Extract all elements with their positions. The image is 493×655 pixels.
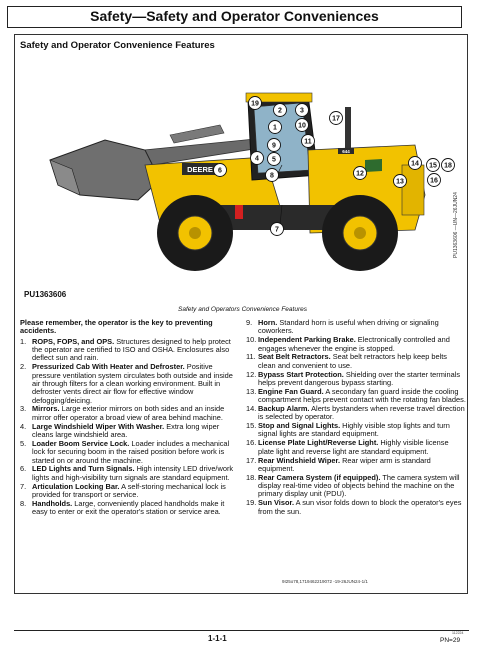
- feature-body: [258, 499, 466, 516]
- boom-service-lock: [235, 205, 243, 219]
- feature-item: [20, 423, 235, 440]
- feature-title: Backup Alarm.: [258, 403, 310, 413]
- feature-description: Alerts bystanders when reverse travel direction is selected by operator.: [258, 403, 465, 422]
- feature-item: [20, 405, 235, 422]
- feature-number: 4.: [20, 421, 27, 431]
- feature-description: A sun visor folds down to block the operator's eyes from the sun.: [258, 498, 462, 516]
- feature-body: [32, 363, 235, 405]
- art-code: PU1363606: [24, 290, 67, 299]
- callout-4: [251, 152, 264, 165]
- pn-code: 112224: [452, 631, 464, 635]
- feature-item: [246, 319, 466, 336]
- footer-rule: [14, 630, 469, 631]
- deere-logo: [365, 159, 382, 172]
- feature-body: [32, 338, 235, 363]
- callout-9: [268, 139, 281, 152]
- wheel-loader-illustration: [20, 55, 465, 300]
- feature-body: [258, 422, 466, 439]
- feature-body: [32, 500, 235, 517]
- svg-text:4: 4: [255, 155, 259, 163]
- right-feature-list: [246, 319, 466, 516]
- feature-description: Highly visible stop lights and turn signal lights are standard equipment.: [258, 421, 450, 439]
- right-column: [246, 319, 466, 516]
- feature-description: Positive pressure ventilation system circulates both outside and inside air through filters for a clean working environment. Built in defroster vents direct air flow for effective window defogging/deicing.: [32, 362, 233, 405]
- svg-text:9: 9: [272, 142, 276, 150]
- svg-text:15: 15: [429, 162, 437, 170]
- intro-text: Please remember, the operator is the key to preventing accidents.: [20, 318, 213, 336]
- feature-number: 18.: [246, 472, 257, 482]
- reference-code: 9I25o78,1719462219072 -19-26JUN24-1/1: [282, 579, 368, 584]
- feature-item: [20, 500, 235, 517]
- svg-text:17: 17: [332, 115, 340, 123]
- feature-description: A self-storing mechanical lock is provided for transport or service.: [32, 481, 226, 499]
- feature-item: [20, 465, 235, 482]
- callout-3: [296, 104, 309, 117]
- feature-number: 8.: [20, 498, 27, 508]
- feature-item: [246, 457, 466, 474]
- feature-title: Independent Parking Brake.: [258, 335, 356, 345]
- feature-title: License Plate Light/Reverse Light.: [258, 438, 379, 448]
- left-column: [20, 319, 235, 517]
- feature-description: Seat belt retractors help keep belts clean and convenient to use.: [258, 352, 447, 370]
- svg-text:16: 16: [430, 177, 438, 185]
- feature-item: [246, 422, 466, 439]
- feature-title: Horn.: [258, 318, 278, 327]
- feature-title: Seat Belt Retractors.: [258, 352, 331, 362]
- svg-text:2: 2: [278, 107, 282, 115]
- feature-description: Loader includes a mechanical lock for securing boom in the raised position before work is started on or around the machine.: [32, 438, 230, 465]
- feature-title: Loader Boom Service Lock.: [32, 438, 130, 448]
- feature-number: 3.: [20, 404, 27, 414]
- feature-title: LED Lights and Turn Signals.: [32, 464, 135, 474]
- feature-description: Shielding over the starter terminals helps prevent dangerous bypass starting.: [258, 369, 461, 387]
- svg-text:8: 8: [270, 172, 274, 180]
- feature-number: 6.: [20, 464, 27, 474]
- callout-14: [409, 157, 422, 170]
- feature-number: 1.: [20, 336, 27, 346]
- exhaust-stack: [345, 107, 351, 149]
- feature-description: A secondary fan guard inside the cooling compartment helps prevent contact with the rotating fan blades.: [258, 386, 466, 405]
- feature-description: Highly visible license plate light and reverse light are standard equipment.: [258, 438, 449, 456]
- feature-item: [20, 440, 235, 465]
- svg-text:5: 5: [272, 156, 276, 164]
- callout-7: [271, 223, 284, 236]
- left-feature-list: [20, 338, 235, 517]
- callout-10: [296, 119, 309, 132]
- feature-body: [32, 423, 235, 440]
- svg-text:18: 18: [444, 162, 452, 170]
- svg-text:6: 6: [218, 167, 222, 175]
- svg-text:12: 12: [356, 170, 364, 178]
- feature-body: [258, 353, 466, 370]
- svg-text:3: 3: [300, 107, 304, 115]
- figure-caption: Safety and Operators Convenience Features: [178, 306, 307, 313]
- feature-number: 9.: [246, 318, 253, 327]
- feature-description: Structures designed to help protect the operator are certified to ISO and OSHA. Enclosures also deflect sun and rain.: [32, 336, 231, 363]
- feature-number: 13.: [246, 386, 257, 396]
- feature-description: Large, conveniently placed handholds make it easy to enter or exit the operator's station or service area.: [32, 498, 225, 517]
- svg-text:13: 13: [396, 178, 404, 186]
- feature-number: 17.: [246, 455, 257, 465]
- callout-16: [428, 174, 441, 187]
- feature-title: Pressurized Cab With Heater and Defroster.: [32, 362, 185, 372]
- callout-1: [269, 121, 282, 134]
- feature-description: Standard horn is useful when driving or signaling coworkers.: [258, 318, 439, 336]
- feature-title: Articulation Locking Bar.: [32, 481, 120, 491]
- rear-hub: [354, 227, 366, 239]
- feature-body: [258, 457, 466, 474]
- svg-text:1: 1: [273, 124, 277, 132]
- feature-title: Rear Camera System (if equipped).: [258, 472, 381, 482]
- feature-description: Large exterior mirrors on both sides and an inside mirror offer operator a broad view of area behind machine.: [32, 404, 225, 422]
- tilt-linkage: [170, 125, 224, 143]
- feature-title: Mirrors.: [32, 404, 60, 414]
- feature-body: [258, 336, 466, 353]
- feature-item: [246, 474, 466, 499]
- feature-number: 16.: [246, 438, 257, 448]
- feature-number: 15.: [246, 421, 257, 431]
- callout-18: [442, 159, 455, 172]
- feature-number: 5.: [20, 438, 27, 448]
- section-heading: Safety and Operator Convenience Features: [20, 40, 215, 51]
- front-hub: [189, 227, 201, 239]
- feature-item: [20, 338, 235, 363]
- feature-item: [246, 371, 466, 388]
- feature-item: [20, 363, 235, 405]
- callout-2: [274, 104, 287, 117]
- svg-text:7: 7: [275, 226, 279, 234]
- feature-body: [258, 439, 466, 456]
- callout-8: [266, 169, 279, 182]
- feature-number: 10.: [246, 335, 257, 345]
- feature-item: [246, 353, 466, 370]
- feature-item: [246, 439, 466, 456]
- feature-title: ROPS, FOPS, and OPS.: [32, 336, 115, 346]
- callout-12: [354, 167, 367, 180]
- feature-body: [32, 440, 235, 465]
- feature-body: [258, 388, 466, 405]
- feature-item: [246, 336, 466, 353]
- feature-number: 2.: [20, 362, 27, 372]
- feature-item: [246, 405, 466, 422]
- page-number: 1-1-1: [208, 634, 227, 643]
- feature-body: [32, 465, 235, 482]
- feature-title: Sun Visor.: [258, 498, 295, 508]
- pn-label: PN=29: [440, 637, 461, 644]
- feature-description: The camera system will display real-time video of objects behind the machine on the primary display unit (PDU).: [258, 472, 460, 499]
- callout-6: [214, 164, 227, 177]
- svg-text:11: 11: [304, 138, 312, 146]
- svg-text:10: 10: [298, 122, 306, 130]
- callout-11: [302, 135, 315, 148]
- callout-19: [249, 97, 262, 110]
- feature-number: 19.: [246, 498, 257, 508]
- feature-body: [32, 405, 235, 422]
- feature-title: Large Windshield Wiper With Washer.: [32, 421, 165, 431]
- feature-number: 11.: [246, 352, 256, 362]
- svg-text:14: 14: [411, 160, 419, 168]
- callout-5: [268, 153, 281, 166]
- callout-17: [330, 112, 343, 125]
- svg-text:19: 19: [251, 100, 259, 108]
- feature-description: Rear wiper arm is standard equipment.: [258, 455, 431, 473]
- model-text: 644: [342, 149, 350, 154]
- feature-description: Extra long wiper cleans large windshield area.: [32, 421, 220, 439]
- feature-number: 7.: [20, 481, 27, 491]
- feature-body: [258, 474, 466, 499]
- feature-title: Engine Fan Guard.: [258, 386, 324, 396]
- feature-number: 12.: [246, 369, 257, 379]
- callout-13: [394, 175, 407, 188]
- feature-item: [246, 388, 466, 405]
- brand-text: DEERE: [187, 165, 213, 174]
- feature-title: Handholds.: [32, 498, 73, 508]
- feature-description: Electronically controlled and engages whenever the engine is stopped.: [258, 335, 450, 353]
- feature-item: [246, 499, 466, 516]
- feature-title: Rear Windshield Wiper.: [258, 455, 341, 465]
- rear-counterweight: [402, 165, 424, 215]
- callout-15: [427, 159, 440, 172]
- feature-body: [258, 405, 466, 422]
- page-title: Safety—Safety and Operator Conveniences: [7, 6, 462, 28]
- feature-number: 14.: [246, 403, 257, 413]
- feature-body: [258, 371, 466, 388]
- side-code: PU1363606 —UN—26JUN24: [453, 192, 459, 258]
- feature-title: Bypass Start Protection.: [258, 369, 344, 379]
- feature-description: High intensity LED drive/work lights and high-visibility turn signals are standard equipment.: [32, 464, 234, 482]
- feature-body: [32, 483, 235, 500]
- feature-body: [258, 319, 466, 336]
- feature-title: Stop and Signal Lights.: [258, 421, 341, 431]
- feature-item: [20, 483, 235, 500]
